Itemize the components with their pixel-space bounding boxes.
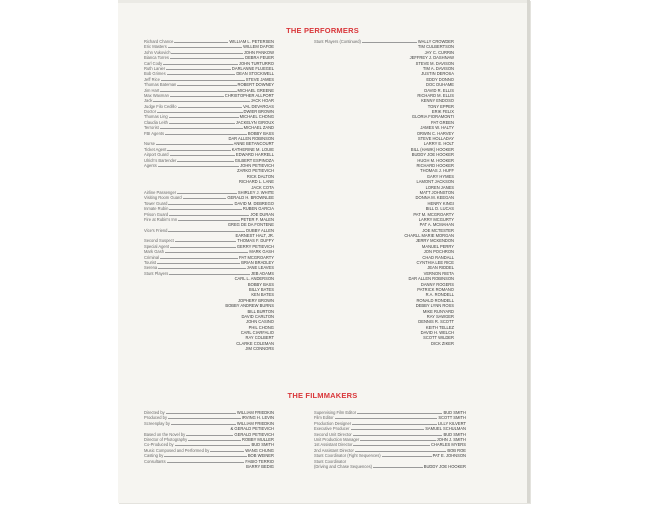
credit-role: Jeff Rice [144, 76, 160, 82]
credit-name: RICK DALTON [246, 173, 274, 179]
credit-name: DARLANNE FLUEGEL [231, 65, 274, 71]
leader-dots [157, 263, 240, 264]
filmmakers-left-column [144, 410, 274, 469]
credit-name: DEBRA FEUER [245, 55, 274, 61]
credit-role: Vice's Friend [144, 227, 168, 233]
credit-name: JAMES W. HALTY [420, 125, 454, 131]
credit-name: DOC DUHAME [426, 82, 454, 88]
credit-name: LARRY E. HOLT [423, 141, 454, 147]
credit-name: LARRY MCGURTY [418, 216, 454, 222]
credit-name: PETER F. MALEN [240, 216, 274, 222]
leader-dots [352, 424, 437, 425]
credit-role: Consultants [144, 458, 166, 464]
credit-name: BRIAN BRADLEY [241, 260, 274, 266]
leader-dots [174, 42, 228, 43]
credit-name: GERRY PETIEVICH [236, 243, 274, 249]
credit-name: JOHN J. SMITH [436, 436, 466, 442]
credit-name: VERNON RIETA [423, 270, 454, 276]
credit-name: BOBBY ANDREW BURNS [225, 303, 274, 309]
credit-name: BUDDY JOE HOOKER [423, 463, 466, 469]
credit-name: JOE DURAN [250, 211, 274, 217]
credit-role: Agents [144, 162, 157, 168]
credit-role: Co-Produced by [144, 442, 174, 448]
credit-name: WANG CHUNG [245, 447, 274, 453]
performers-left-column [144, 39, 274, 352]
credit-name: DAVID H. WELCH [420, 330, 454, 336]
leader-dots [158, 268, 246, 269]
credit-name: BILL (HAWK) HOOKER [410, 146, 454, 152]
credit-role: Film Editor [314, 415, 334, 421]
credit-row [314, 341, 454, 346]
leader-dots [351, 429, 425, 430]
credit-role: Produced by [144, 415, 167, 421]
credit-name: MARK GASH [249, 249, 274, 255]
leader-dots [178, 220, 240, 221]
credit-role: Directed by [144, 410, 165, 415]
credit-name: JACK COTA [251, 184, 274, 190]
credit-role: Mark Gash [144, 249, 165, 255]
credit-name: JOHN PANKOW [243, 49, 274, 55]
credit-name: DAVID R. ELLIS [424, 87, 454, 93]
credit-name: & GERALD PETIEVICH [230, 426, 274, 432]
leader-dots [156, 144, 233, 145]
leader-dots [165, 252, 248, 253]
credit-name: LOREN JANES [425, 184, 454, 190]
credit-name: JOHN CASINO [246, 319, 274, 325]
credit-name: MIKE RUNYARD [422, 308, 454, 314]
credit-name: DICK ZIKER [431, 340, 454, 346]
credit-name: PAT GREEN [431, 119, 454, 125]
credit-name: WILLIAM L. PETERSEN [229, 39, 274, 44]
credit-name: PAT A. MCMAHAN [419, 222, 454, 228]
credit-name: CLARKE COLEMAN [236, 340, 274, 346]
credit-name: RICHARD M. ELLIS [417, 92, 454, 98]
credit-role: Visiting Room Guard [144, 195, 182, 201]
credit-name: JOHN TURTURRO [238, 60, 274, 66]
leader-dots [373, 467, 423, 468]
leader-dots [382, 456, 432, 457]
credit-name: ERIK FELIX [431, 109, 454, 115]
credit-name: GERALD PETIEVICH [234, 431, 274, 437]
credit-name: BOB WEINER [247, 453, 274, 459]
leader-dots [169, 209, 241, 210]
credit-name: RAY SAWGER [426, 313, 454, 319]
credit-name: GLORIA FIORAMONTI [411, 114, 454, 120]
performers-right-column [314, 39, 454, 346]
credit-row [144, 464, 274, 469]
credit-role: Richard Chance [144, 39, 174, 44]
credit-name: WALLY CROWDER [417, 39, 454, 44]
credit-name: RICHARD L. LANE [238, 179, 274, 185]
credit-name: GERALD H. BROWNLEE [227, 195, 274, 201]
credit-role: Unit Production Manager [314, 436, 360, 442]
leader-dots [168, 204, 233, 205]
leader-dots [168, 47, 242, 48]
credit-name: JON POCHRON [423, 249, 454, 255]
leader-dots [183, 198, 227, 199]
credit-role: Jack [144, 98, 153, 104]
credit-name: PAT M. MCGROARTY [413, 211, 454, 217]
credit-name: MATT JOHNSTON [419, 189, 454, 195]
credit-name: JERRY MCKENDON [415, 238, 454, 244]
credit-role: Doctor [144, 109, 157, 115]
credit-role: Director of Photography [144, 436, 188, 442]
credit-name: VAL DEVARGAS [243, 103, 274, 109]
credit-name: BILL BURTON [247, 308, 274, 314]
credit-name: GILBERT ESPINOZA [234, 157, 274, 163]
credit-role: 2nd Assistant Director [314, 447, 354, 453]
performers-heading: THE PERFORMERS [286, 26, 359, 35]
credit-role: Airline Passenger [144, 189, 177, 195]
leader-dots [169, 215, 249, 216]
credit-name: WILLIAM FRIEDKIN [236, 410, 274, 415]
credit-name: KEITH TELLEZ [425, 324, 454, 330]
leader-dots [168, 231, 245, 232]
credit-name: BUD SMITH [443, 410, 466, 415]
credit-name: DANNY ROGERS [420, 281, 454, 287]
credit-name: GARY HYMES [426, 173, 454, 179]
credit-name: THOMAS J. HUFF [420, 168, 454, 174]
leader-dots [210, 451, 244, 452]
credit-role: Jim Hart [144, 87, 160, 93]
credit-role: Nurse [144, 141, 155, 147]
credit-name: CHARLES MYERS [430, 442, 466, 448]
leader-dots [171, 53, 242, 54]
credit-name: MICHAEL GREENE [237, 87, 274, 93]
leader-dots [177, 85, 236, 86]
credit-role: Ulrich's Bartender [144, 157, 177, 163]
credit-role: Based on the Novel by [144, 431, 186, 437]
leader-dots [186, 435, 233, 436]
credit-name: HUGH M. HOOKER [417, 157, 454, 163]
credit-name: DEBBY LYNN ROSS [415, 303, 454, 309]
leader-dots [153, 101, 249, 102]
credit-name: JEAN RIDDEL [427, 265, 454, 271]
credits-page [118, 0, 530, 503]
credit-name: KEN BATES [251, 292, 274, 298]
credit-name: DAR ALLEN ROBINSON [228, 136, 274, 142]
credit-role: Bob Grimes [144, 71, 166, 77]
leader-dots [357, 413, 442, 414]
leader-dots [161, 80, 245, 81]
credit-role: 1st Assistant Director [314, 442, 353, 448]
credit-name: RUBEN GARCIA [242, 206, 274, 212]
credit-name: MICHAEL ZAND [243, 125, 274, 131]
credit-name: ANNE BETANCOURT [233, 141, 274, 147]
credit-name: JANE LEAVES [246, 265, 274, 271]
leader-dots [188, 440, 241, 441]
leader-dots [175, 445, 251, 446]
leader-dots [360, 440, 435, 441]
credit-name: DENNIS R. SCOTT [418, 319, 454, 325]
credit-role: Second Unit Director [314, 431, 352, 437]
credit-name: JOE MCTESTER [422, 227, 454, 233]
credit-role: Stunt Players (Continued) [314, 39, 361, 44]
credit-role: Bianca Torres [144, 55, 169, 61]
credit-role: Supervising Film Editor [314, 410, 357, 415]
leader-dots [170, 155, 235, 156]
credit-name: STEVE JAMES [245, 76, 274, 82]
credit-name: TONY EPPER [427, 103, 454, 109]
credit-role: Ruth Lanier [144, 65, 166, 71]
credit-name: CHRISTOPHER ALLPORT [224, 92, 274, 98]
credit-name: BOBBY BASS [247, 130, 274, 136]
credit-name: PAT MCGROARTY [239, 254, 274, 260]
credit-role: Ticket Agent [144, 146, 167, 152]
leader-dots [353, 445, 430, 446]
leader-dots [168, 418, 241, 419]
credit-name: ROBBY MULLER [241, 436, 274, 442]
credit-name: SCOTT SMITH [438, 415, 466, 421]
credit-name: TIM CULBERTSON [417, 44, 454, 50]
credit-role: Production Designer [314, 420, 352, 426]
credit-name: BARRY BEDIG [246, 463, 274, 469]
credit-name: DEAN STOCKWELL [236, 71, 274, 77]
credit-role: Prison Guard [144, 211, 169, 217]
credit-role: Terrorist [144, 125, 159, 131]
credit-name: FABIO TERRIO [245, 458, 274, 464]
credit-role: Stunt Coordinator (Fight Sequences) [314, 453, 381, 459]
leader-dots [353, 435, 443, 436]
credit-role: Inmate Rubin [144, 206, 169, 212]
credit-name: LILLY KILVERT [437, 420, 466, 426]
leader-dots [171, 424, 236, 425]
credit-role: Serena [144, 265, 158, 271]
credit-name: ORWIN C. HARVEY [416, 130, 454, 136]
credit-name: EARNEST HALT, JR. [235, 233, 274, 239]
leader-dots [165, 134, 247, 135]
credit-role: Thomas Ling [144, 114, 168, 120]
filmmakers-heading: THE FILMMAKERS [287, 391, 358, 400]
leader-dots [362, 42, 417, 43]
credit-role: Claudia Leith [144, 119, 168, 125]
credit-name: JACKELYN GIROUX [235, 119, 274, 125]
leader-dots [166, 413, 236, 414]
credit-role: Max Waxman [144, 92, 169, 98]
leader-dots [170, 96, 224, 97]
credit-role: Screenplay by [144, 420, 170, 426]
credit-role: Executive Producer [314, 426, 350, 432]
credit-name: DAR ALLEN ROBINSON [408, 276, 454, 282]
credit-name: WILLEM DAFOE [243, 44, 274, 50]
credit-role: Carl Cody [144, 60, 163, 66]
credit-row [314, 464, 466, 469]
leader-dots [167, 74, 236, 75]
credit-name: BILLY BATES [248, 286, 274, 292]
credit-name: EDWARD HARRELL [235, 152, 274, 158]
credit-role: Fire at Rubin's Inn [144, 216, 178, 222]
leader-dots [170, 247, 236, 248]
credit-name: STEVE M. DAVISON [415, 60, 454, 66]
credit-role: Tower Guard [144, 200, 168, 206]
credit-name: JOPHERY BROWN [237, 297, 274, 303]
credit-name: JEB ADAMS [251, 270, 274, 276]
credit-name: PHIL CHONG [248, 324, 274, 330]
credit-name: GREG DE DA FONTENE [227, 222, 274, 228]
credit-name: JUSTIN DEROSA [421, 71, 454, 77]
credit-name: BOBBY BASS [247, 281, 274, 287]
leader-dots [355, 451, 447, 452]
credit-name: MICHAEL CHONG [239, 114, 274, 120]
credit-name: THOMAS F. DUFFY [237, 238, 274, 244]
credit-name: STEVE HOLLADAY [417, 136, 454, 142]
credit-role: Thomas Bateman [144, 82, 177, 88]
credit-name: PATRICK ROMANO [417, 286, 454, 292]
leader-dots [167, 462, 245, 463]
credit-name: RICHARD HOOKER [416, 162, 454, 168]
credit-role: Eric Masters [144, 44, 167, 50]
credit-name: BUDDY JOE HOOKER [411, 152, 454, 158]
leader-dots [169, 117, 239, 118]
credit-role: Criminal [144, 254, 160, 260]
leader-dots [169, 274, 250, 275]
credit-name: JIM CONNORS [245, 346, 274, 352]
leader-dots [177, 161, 233, 162]
credit-role: Judge Filo Cedillo [144, 103, 177, 109]
credit-name: RAY COLBERT [245, 335, 274, 341]
leader-dots [166, 69, 231, 70]
credit-row [144, 346, 274, 351]
credit-name: ZARKO PETIEVICH [237, 168, 274, 174]
leader-dots [167, 150, 230, 151]
credit-name: TIM A. DAVISON [422, 65, 454, 71]
credit-name: PAT E. JOHNSON [432, 453, 466, 459]
credit-name: SCOTT WILDER [423, 335, 454, 341]
credit-name: KATHERINE M. LOUIE [231, 146, 274, 152]
credit-name: CARL L. ANDERSON [234, 276, 274, 282]
credit-name: SHIRLEY J. WHITE [237, 189, 274, 195]
credit-role: FBI Agents [144, 130, 165, 136]
credit-name: DONNA M. KEEGAN [415, 195, 454, 201]
credit-role: Special Agent [144, 243, 170, 249]
leader-dots [169, 123, 235, 124]
credit-role: Casting by [144, 453, 164, 459]
credit-name: BOB ROE [447, 447, 466, 453]
credit-name: BUD SMITH [251, 442, 274, 448]
leader-dots [157, 112, 242, 113]
leader-dots [158, 166, 239, 167]
credit-role: Tourist [144, 260, 157, 266]
credit-name: DAVID M. DEBREGO [234, 200, 274, 206]
credit-role: Airport Guard [144, 152, 169, 158]
credit-name: RONALD RONDELL [416, 297, 454, 303]
credit-name: JAY C. CURRIN [424, 49, 454, 55]
leader-dots [170, 58, 244, 59]
credit-name: DUBBY ALLEN [246, 227, 274, 233]
credit-role: John Vukovich [144, 49, 171, 55]
leader-dots [160, 91, 236, 92]
page-top-edge [118, 0, 527, 3]
credit-name: CHAD RANDALL [422, 254, 454, 260]
credit-name: JEFFREY J. DASHNAW [409, 55, 454, 61]
credit-name: JACK HOAR [250, 98, 274, 104]
leader-dots [160, 128, 243, 129]
credit-role: Music Composed and Performed by [144, 447, 210, 453]
credit-role: Stunt Coordinator [314, 458, 347, 464]
credit-name: JOHN PETIEVICH [240, 162, 274, 168]
leader-dots [164, 456, 246, 457]
filmmakers-right-column [314, 410, 466, 469]
credit-name: KENNY ENDOSO [421, 98, 454, 104]
leader-dots [177, 193, 237, 194]
credit-name: ROBERT DOWNEY [237, 82, 274, 88]
credit-role: Stunt Players [144, 270, 169, 276]
leader-dots [163, 64, 238, 65]
credit-name: EDDY DONNO [426, 76, 454, 82]
leader-dots [178, 107, 243, 108]
credit-name: DAVID CARLTON [241, 313, 274, 319]
credit-name: R.A. RONDELL [425, 292, 454, 298]
credit-name: HENRY KINGI [427, 200, 454, 206]
credit-name: IRVING H. LEVIN [241, 415, 274, 421]
credit-name: BILL D. LUCAS [425, 206, 454, 212]
credit-name: DWIER BROWN [243, 109, 274, 115]
credit-name: BUD SMITH [443, 431, 466, 437]
leader-dots [175, 241, 237, 242]
credit-name: WILLIAM FRIEDKIN [236, 420, 274, 426]
credit-role: (Driving and Chase Sequences) [314, 463, 373, 469]
credit-name: MANUEL PERRY [421, 243, 454, 249]
credit-name: CYNTHIA LEE RICE [416, 260, 454, 266]
credit-name: LAMONT JACKSON [416, 179, 454, 185]
credit-name: CHARLL MARIE MORGAN [404, 233, 454, 239]
credit-name: SAMUEL SCHULMAN [425, 426, 466, 432]
leader-dots [160, 258, 238, 259]
credit-name: CARL CIARFALIO [240, 330, 274, 336]
leader-dots [335, 418, 438, 419]
credit-role: Second Suspect [144, 238, 174, 244]
